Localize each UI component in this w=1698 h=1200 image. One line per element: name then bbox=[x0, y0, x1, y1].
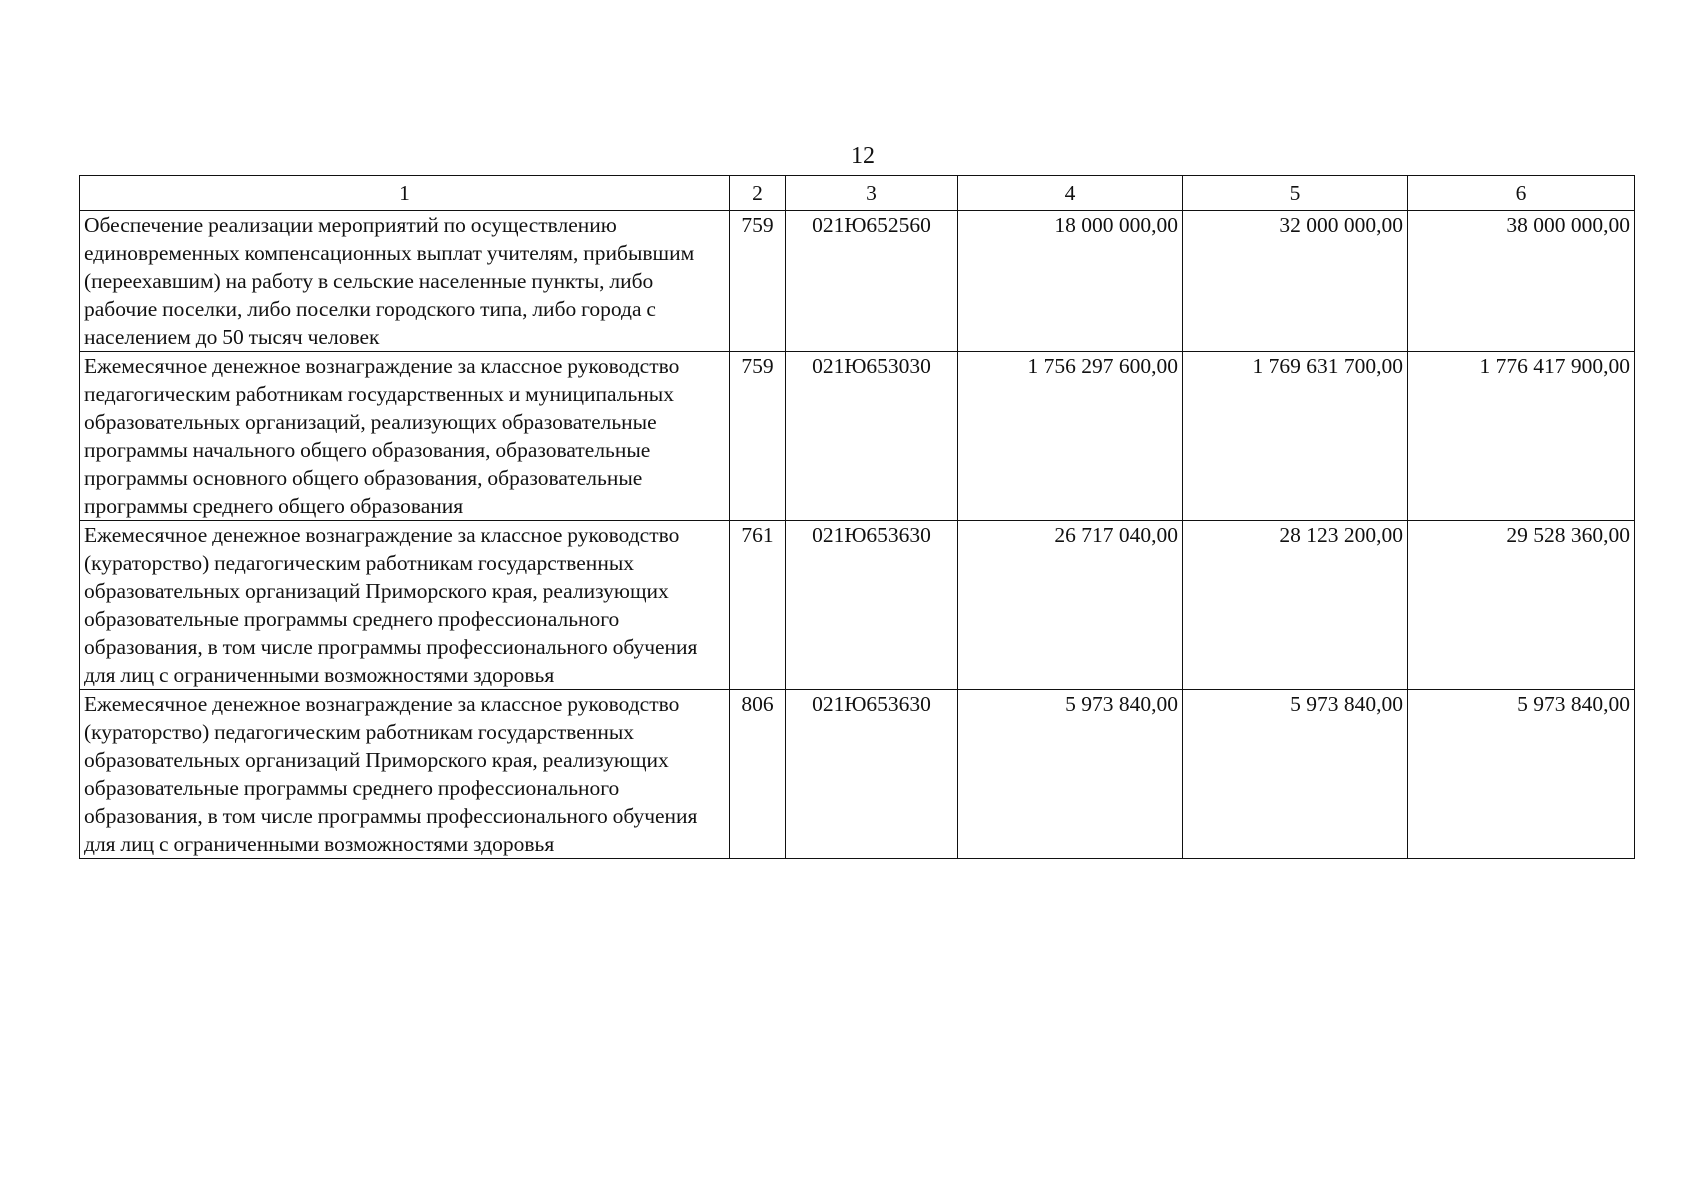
row-article-code: 021Ю653630 bbox=[786, 521, 958, 690]
row-amount-col6: 38 000 000,00 bbox=[1408, 211, 1635, 352]
table-row bbox=[80, 521, 1635, 690]
table-row bbox=[80, 211, 1635, 352]
column-header-2: 2 bbox=[730, 176, 786, 211]
column-header-4: 4 bbox=[958, 176, 1183, 211]
column-header-6: 6 bbox=[1408, 176, 1635, 211]
budget-table bbox=[79, 175, 1635, 859]
row-amount-col6: 5 973 840,00 bbox=[1408, 690, 1635, 859]
row-article-code: 021Ю653030 bbox=[786, 352, 958, 521]
row-description: Обеспечение реализации мероприятий по осуществлению единовременных компенсационных выплат учителям, прибывшим (переехавшим) на работу в сельские населенные пункты, либо рабочие поселки, либо поселки городского типа, либо города с населением до 50 тысяч человек bbox=[80, 211, 730, 352]
row-department-code: 761 bbox=[730, 521, 786, 690]
row-department-code: 806 bbox=[730, 690, 786, 859]
row-amount-col4: 1 756 297 600,00 bbox=[958, 352, 1183, 521]
row-amount-col5: 28 123 200,00 bbox=[1183, 521, 1408, 690]
column-header-3: 3 bbox=[786, 176, 958, 211]
table-row bbox=[80, 352, 1635, 521]
row-amount-col6: 1 776 417 900,00 bbox=[1408, 352, 1635, 521]
row-department-code: 759 bbox=[730, 352, 786, 521]
row-amount-col4: 18 000 000,00 bbox=[958, 211, 1183, 352]
row-department-code: 759 bbox=[730, 211, 786, 352]
row-article-code: 021Ю653630 bbox=[786, 690, 958, 859]
row-amount-col5: 1 769 631 700,00 bbox=[1183, 352, 1408, 521]
row-description: Ежемесячное денежное вознаграждение за классное руководство педагогическим работникам государственных и муниципальных образовательных организаций, реализующих образовательные программы начального общего образования, образовательные программы основного общего образования, образовательные программы среднего общего образования bbox=[80, 352, 730, 521]
column-header-5: 5 bbox=[1183, 176, 1408, 211]
row-article-code: 021Ю652560 bbox=[786, 211, 958, 352]
table-header-row bbox=[80, 176, 1635, 211]
page-number: 12 bbox=[851, 143, 875, 169]
row-amount-col5: 5 973 840,00 bbox=[1183, 690, 1408, 859]
row-amount-col4: 26 717 040,00 bbox=[958, 521, 1183, 690]
row-amount-col6: 29 528 360,00 bbox=[1408, 521, 1635, 690]
row-amount-col4: 5 973 840,00 bbox=[958, 690, 1183, 859]
table-row bbox=[80, 690, 1635, 859]
row-description: Ежемесячное денежное вознаграждение за классное руководство (кураторство) педагогическим работникам государственных образовательных организаций Приморского края, реализующих образовательные программы среднего профессионального образования, в том числе программы профессионального обучения для лиц с ограниченными возможностями здоровья bbox=[80, 690, 730, 859]
row-description: Ежемесячное денежное вознаграждение за классное руководство (кураторство) педагогическим работникам государственных образовательных организаций Приморского края, реализующих образовательные программы среднего профессионального образования, в том числе программы профессионального обучения для лиц с ограниченными возможностями здоровья bbox=[80, 521, 730, 690]
column-header-1: 1 bbox=[80, 176, 730, 211]
row-amount-col5: 32 000 000,00 bbox=[1183, 211, 1408, 352]
